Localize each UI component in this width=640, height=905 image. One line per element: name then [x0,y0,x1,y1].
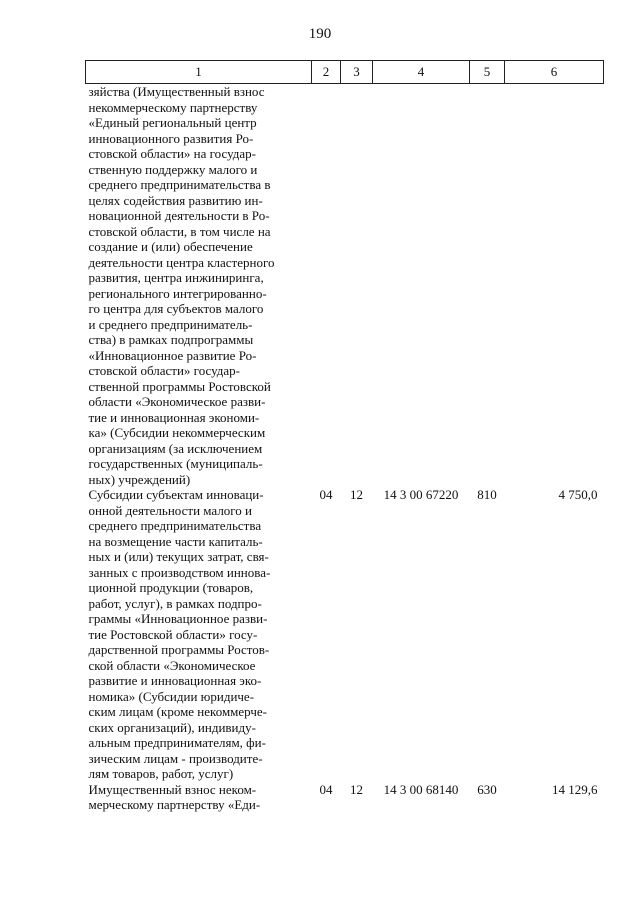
header-col-6: 6 [505,61,604,84]
row-col5: 810 [477,487,497,502]
row-col5 [470,84,505,488]
header-col-5: 5 [470,61,505,84]
row-col2: 04 [319,781,333,797]
row-col6 [505,84,604,488]
row-col2: 04 [319,487,333,502]
header-col-3: 3 [341,61,373,84]
row-col4 [373,84,470,488]
table-row [86,84,604,488]
page-number: 190 [308,26,332,42]
row-col6: 14 129,6 [552,781,598,797]
row-col3 [341,84,373,488]
row-col6: 4 750,0 [558,487,598,502]
row-col3: 12 [350,781,363,797]
row-col5: 630 [477,781,497,797]
row-col2 [312,84,341,488]
row-col4: 14 3 00 68140 [383,781,459,797]
table-row [86,487,604,782]
row-col4: 14 3 00 67220 [383,487,459,502]
header-col-4: 4 [373,61,470,84]
budget-table [85,60,604,813]
row-description: Субсидии субъектам инноваци- онной деятельности малого и среднего предпринимательства на возмещение части капиталь- ных и (или) текущих затрат, свя- занных с производством иннова- ционной продукции (товаров, работ, услуг), в рамках подпро- граммы «Инновационное разви- тие Ростовской области» госу- дарственной программы Ростов- ской области «Экономическое развитие и инновационная эко- номика» (Субсидии юридиче- ским лицам (кроме некоммерче- ских организаций), индивиду- альным предпринимателям, фи- зическим лицам - производите- лям товаров, работ, услуг) [88,487,271,781]
header-col-2: 2 [312,61,341,84]
row-description: Имущественный взнос неком- мерческому партнерству «Еди- [88,781,261,812]
table-row [86,782,604,813]
row-description: зяйства (Имущественный взнос некоммерческому партнерству «Единый региональный центр инновационного развития Ро- стовской области» на государ- ственную поддержку малого и среднего предпринимательства в целях содействия развитию ин- новационной деятельности в Ро- стовской области, в том числе на создание и (или) обеспечение деятельности центра кластерного развития, центра инжиниринга, регионального интегрированно- го центра для субъектов малого и среднего предприниматель- ства) в рамках подпрограммы «Инновационное развитие Ро- стовской области» государ- ственной программы Ростовской области «Экономическое разви- тие и инновационная экономи- ка» (Субсидии некоммерческим организациям (за исключением государственных (муниципаль- ных) учреждений) [88,84,275,487]
row-col3: 12 [350,487,363,502]
header-col-1: 1 [86,61,312,84]
table-header-row [86,61,604,84]
